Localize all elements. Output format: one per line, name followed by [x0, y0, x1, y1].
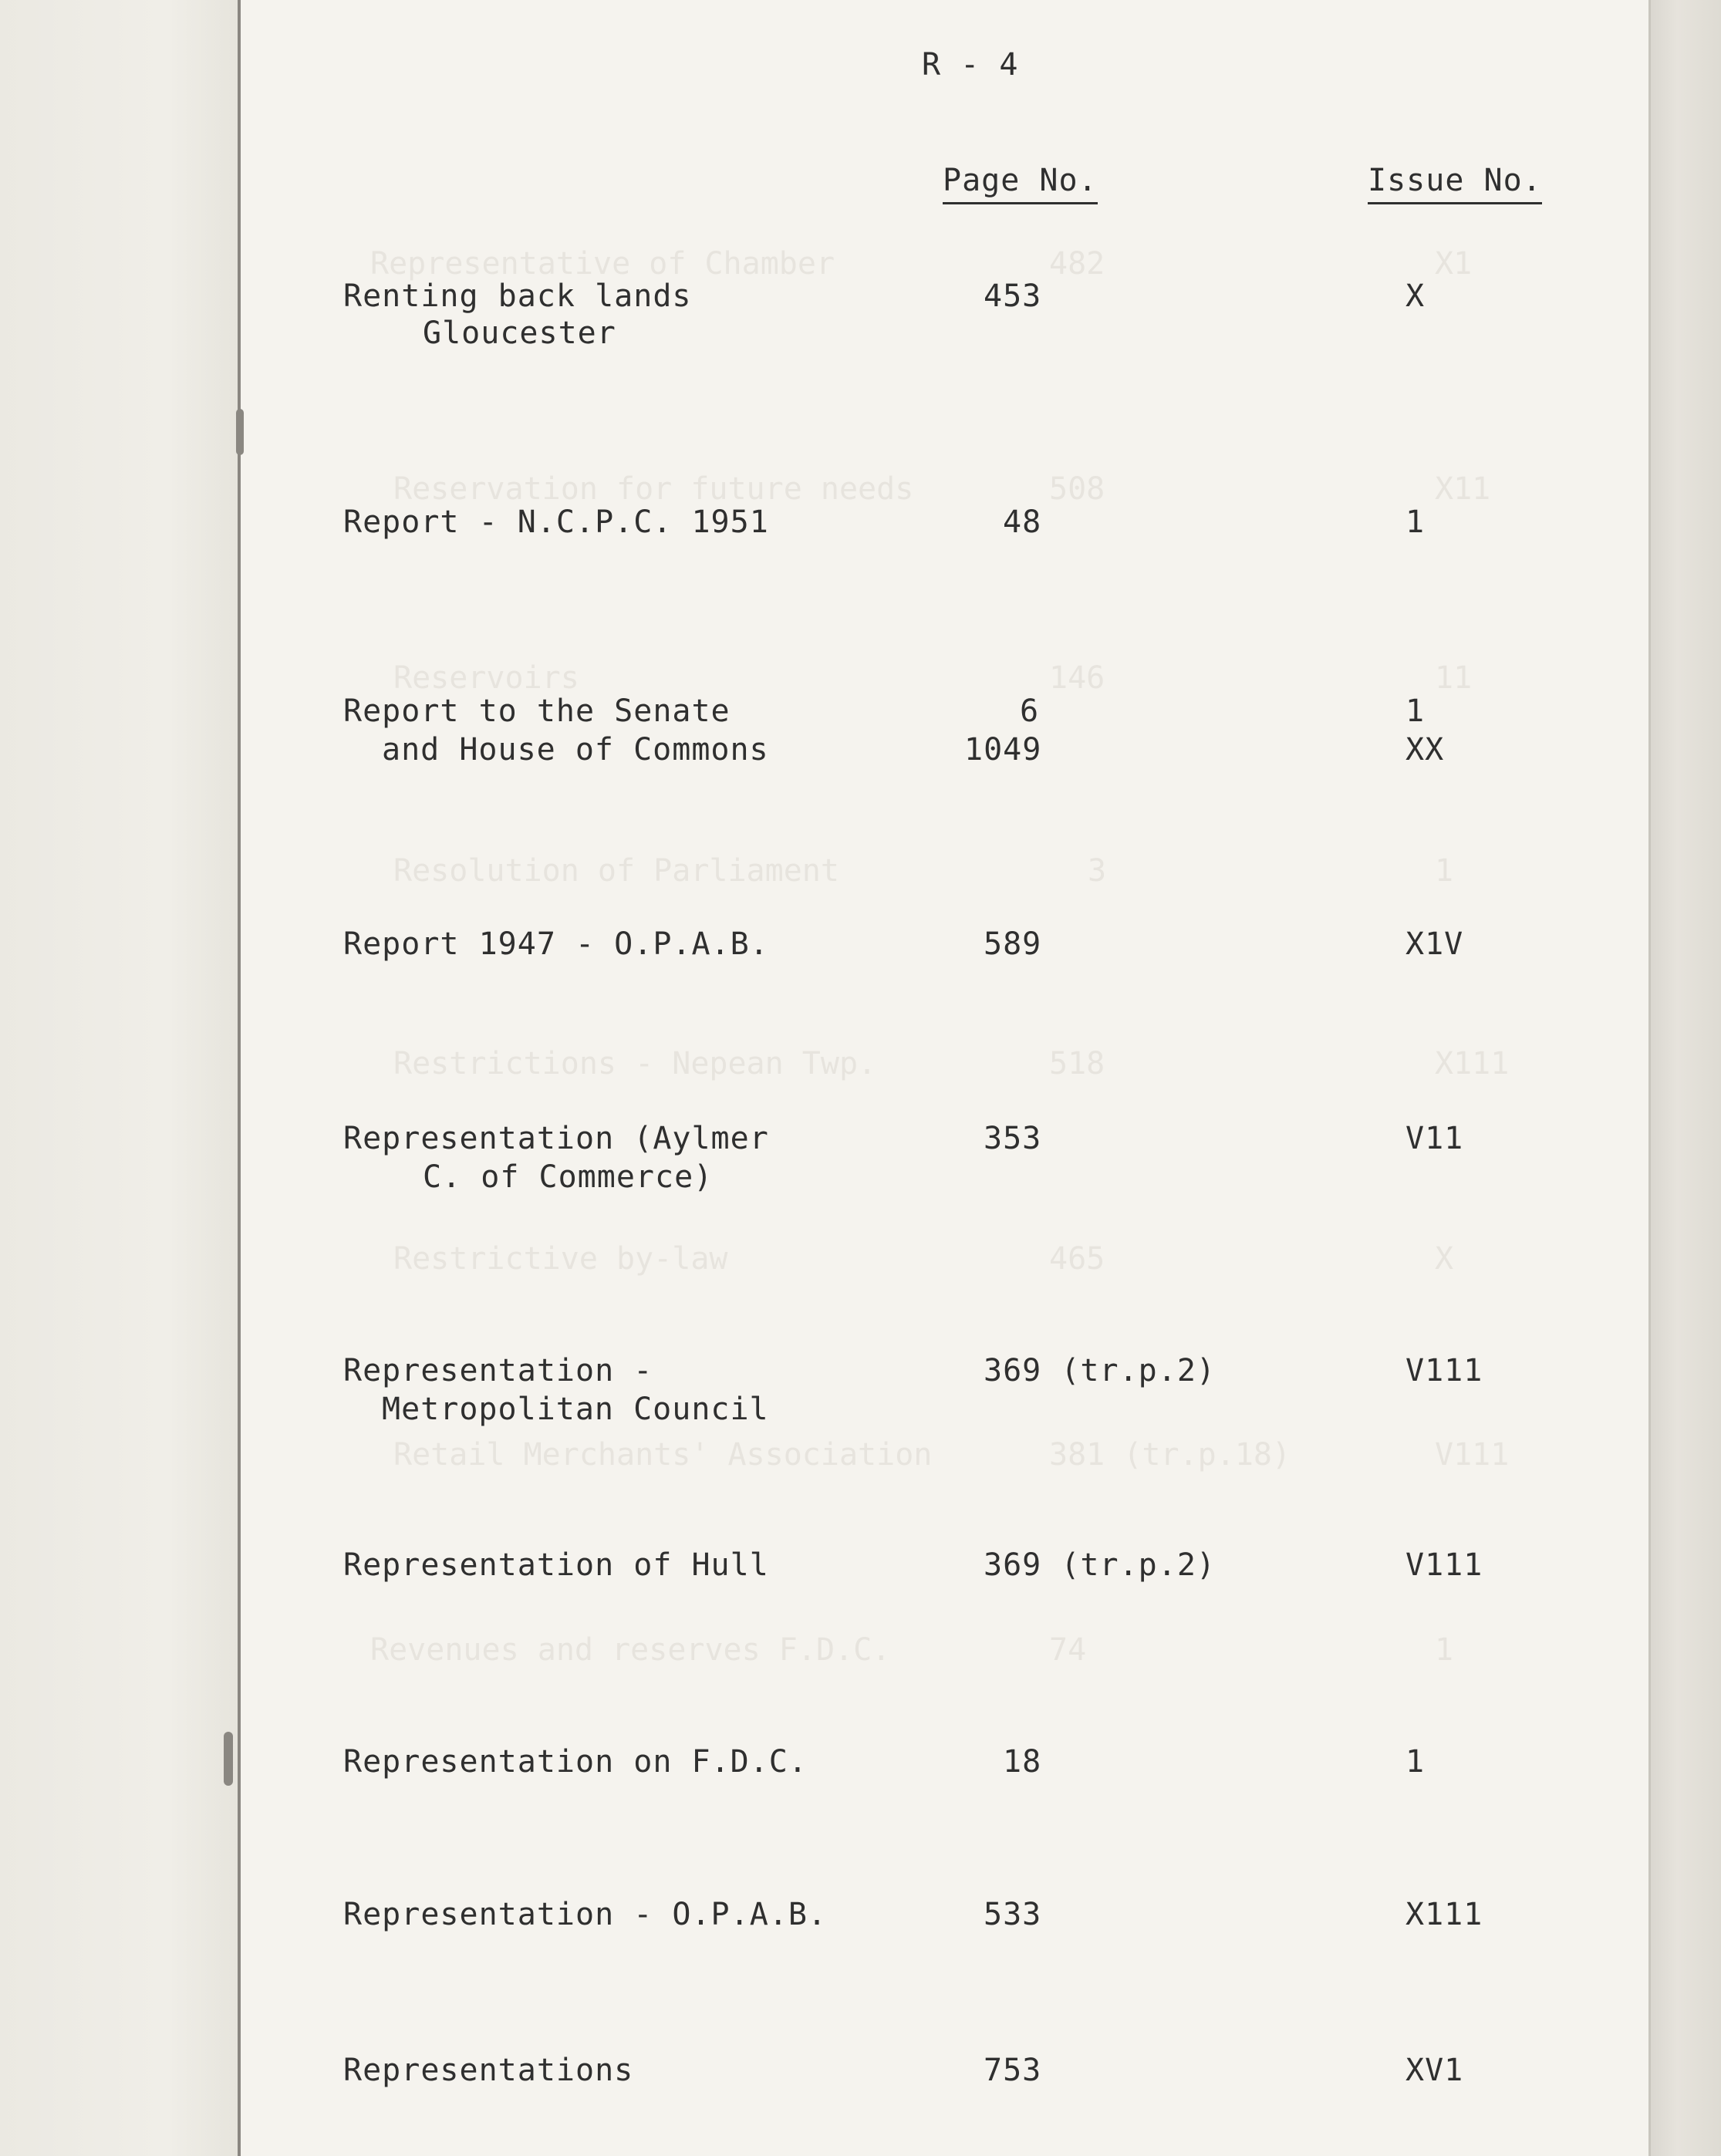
- ghost-text: 381 (tr.p.18): [1049, 1437, 1291, 1473]
- page-edge-right: [1648, 0, 1651, 2156]
- ghost-text: 1: [1435, 1632, 1454, 1668]
- binder-mark: [236, 409, 244, 455]
- entry-page: 453: [984, 278, 1042, 314]
- entry-subject: Gloucester: [423, 315, 616, 351]
- ghost-text: Restrictive by-law: [393, 1241, 728, 1277]
- entry-issue: XX: [1405, 732, 1445, 768]
- ghost-text: 518: [1049, 1046, 1105, 1081]
- entry-page: 1049: [964, 732, 1042, 768]
- ghost-text: 508: [1049, 471, 1105, 507]
- ghost-text: X: [1435, 1241, 1454, 1277]
- ghost-text: 146: [1049, 660, 1105, 696]
- entry-issue: V11: [1405, 1121, 1464, 1156]
- entry-issue: 1: [1405, 693, 1426, 729]
- ghost-text: Reservation for future needs: [393, 471, 914, 507]
- entry-subject: Report - N.C.P.C. 1951: [343, 504, 769, 540]
- binder-mark: [224, 1732, 233, 1786]
- entry-subject: Report 1947 - O.P.A.B.: [343, 926, 769, 962]
- ghost-text: Restrictions - Nepean Twp.: [393, 1046, 877, 1081]
- entry-subject: Representation on F.D.C.: [343, 1744, 808, 1780]
- entry-issue: X1V: [1405, 926, 1464, 962]
- entry-subject: Representation of Hull: [343, 1547, 769, 1583]
- entry-issue: V111: [1405, 1353, 1483, 1388]
- ghost-text: Representative of Chamber: [370, 246, 835, 282]
- entry-subject: Renting back lands: [343, 278, 692, 314]
- ghost-text: V111: [1435, 1437, 1510, 1473]
- entry-page: 369 (tr.p.2): [984, 1353, 1216, 1388]
- entry-subject: and House of Commons: [382, 732, 769, 768]
- entry-page: 589: [984, 926, 1042, 962]
- entry-issue: 1: [1405, 1744, 1426, 1780]
- ghost-text: Revenues and reserves F.D.C.: [370, 1632, 891, 1668]
- entry-subject: Metropolitan Council: [382, 1392, 769, 1427]
- entry-page: 369 (tr.p.2): [984, 1547, 1216, 1583]
- entry-page: 753: [984, 2053, 1042, 2088]
- ghost-text: 1: [1435, 853, 1454, 889]
- entry-issue: V111: [1405, 1547, 1483, 1583]
- issue-no-header: Issue No.: [1368, 162, 1542, 204]
- ghost-text: Reservoirs: [393, 660, 579, 696]
- entry-page: 18: [1003, 1744, 1042, 1780]
- entry-subject: Representations: [343, 2053, 634, 2088]
- ghost-text: Retail Merchants' Association: [393, 1437, 933, 1473]
- page-no-header: Page No.: [943, 162, 1098, 204]
- ghost-text: X111: [1435, 1046, 1510, 1081]
- entry-page: 353: [984, 1121, 1042, 1156]
- entry-page: 48: [1003, 504, 1042, 540]
- entry-subject: Representation (Aylmer: [343, 1121, 769, 1156]
- ghost-text: Resolution of Parliament: [393, 853, 839, 889]
- binder-margin: [0, 0, 239, 2156]
- page-label: R - 4: [922, 47, 1019, 83]
- ghost-text: 482: [1049, 246, 1105, 282]
- entry-issue: 1: [1405, 504, 1426, 540]
- ghost-text: 3: [1088, 853, 1107, 889]
- entry-issue: X: [1405, 278, 1426, 314]
- ghost-text: 465: [1049, 1241, 1105, 1277]
- entry-page: 533: [984, 1897, 1042, 1932]
- ghost-text: 74: [1049, 1632, 1087, 1668]
- entry-subject: C. of Commerce): [423, 1159, 714, 1195]
- entry-subject: Report to the Senate: [343, 693, 731, 729]
- ghost-text: X1: [1435, 246, 1473, 282]
- entry-issue: X111: [1405, 1897, 1483, 1932]
- ghost-text: 11: [1435, 660, 1473, 696]
- entry-issue: XV1: [1405, 2053, 1464, 2088]
- entry-subject: Representation - O.P.A.B.: [343, 1897, 828, 1932]
- underlying-pages: [1648, 0, 1721, 2156]
- entry-page: 6: [1020, 693, 1040, 729]
- ghost-text: X11: [1435, 471, 1491, 507]
- entry-subject: Representation -: [343, 1353, 653, 1388]
